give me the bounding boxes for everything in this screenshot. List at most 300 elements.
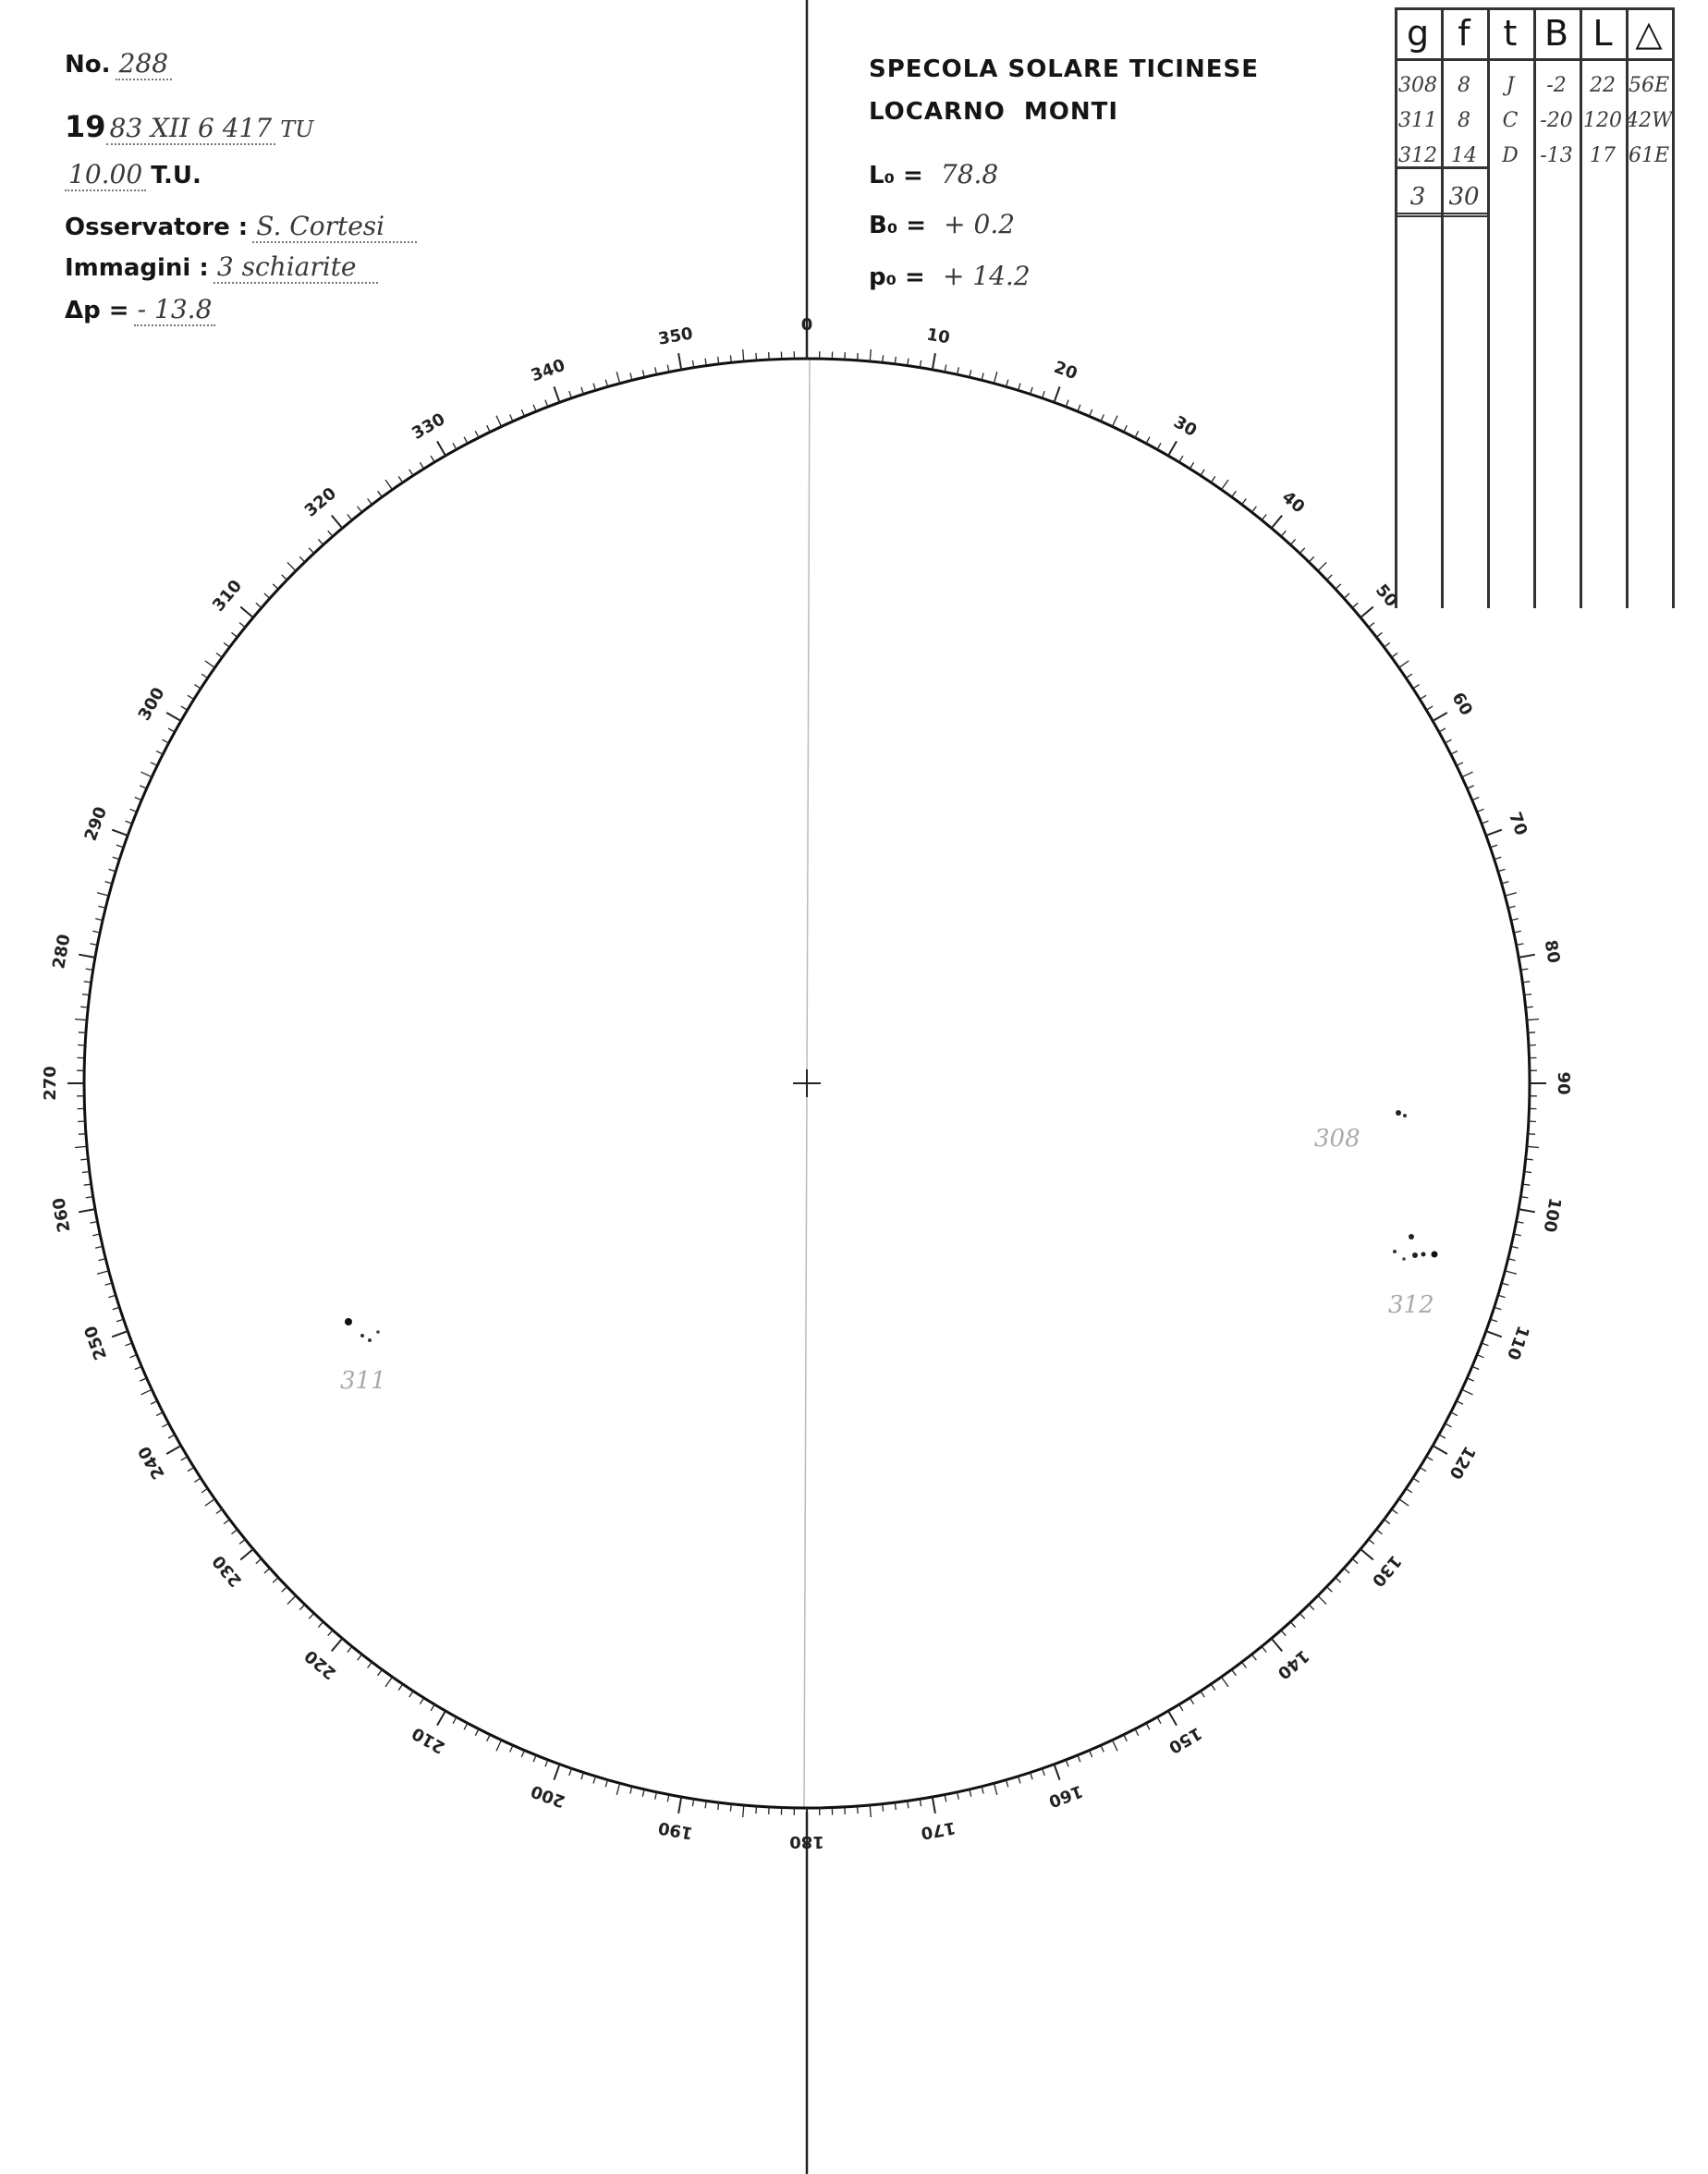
- degree-tick: [730, 1804, 731, 1812]
- degree-tick: [533, 1755, 536, 1762]
- degree-tick: [1327, 1587, 1333, 1593]
- degree-label: 70: [1505, 809, 1531, 838]
- degree-tick: [1385, 642, 1390, 647]
- degree-tick: [358, 507, 362, 512]
- degree-label: 200: [528, 1780, 568, 1812]
- degree-tick: [358, 1655, 362, 1660]
- degree-tick: [1262, 515, 1266, 520]
- degree-tick: [79, 1209, 95, 1212]
- degree-tick: [240, 607, 253, 618]
- degree-tick: [1477, 1355, 1483, 1358]
- degree-tick: [299, 1605, 305, 1610]
- degree-tick: [216, 653, 222, 658]
- year-prefix: 19: [65, 109, 106, 144]
- degree-tick: [126, 821, 132, 824]
- degree-tick: [1135, 1729, 1139, 1736]
- images-label: Immagini :: [65, 254, 209, 282]
- degree-tick: [1344, 593, 1349, 598]
- degree-tick: [1055, 386, 1060, 402]
- degree-tick: [205, 1499, 215, 1506]
- degree-tick: [1113, 1740, 1118, 1752]
- degree-tick: [181, 1457, 188, 1460]
- degree-tick: [130, 809, 137, 812]
- degree-tick: [616, 372, 619, 384]
- degree-tick: [994, 1783, 996, 1795]
- degree-label: 300: [134, 684, 169, 725]
- degree-tick: [1299, 548, 1305, 554]
- degree-tick: [224, 1520, 229, 1524]
- degree-label: 270: [41, 1066, 60, 1101]
- degree-label: 80: [1540, 938, 1564, 965]
- table-cell: 42W: [1626, 109, 1673, 132]
- degree-label: 160: [1045, 1780, 1086, 1812]
- degree-label: 60: [1447, 689, 1477, 719]
- degree-tick: [678, 353, 681, 370]
- observer-value: S. Cortesi: [252, 211, 417, 243]
- degree-tick: [1426, 706, 1433, 710]
- degree-tick: [1309, 556, 1314, 562]
- degree-label: 280: [49, 933, 75, 971]
- degree-tick: [201, 674, 208, 678]
- degree-tick: [328, 531, 333, 536]
- degree-tick: [130, 1355, 137, 1358]
- degree-tick: [521, 1751, 524, 1757]
- degree-tick: [1242, 1662, 1247, 1667]
- sunspot: [1402, 1257, 1406, 1261]
- degree-tick: [328, 1630, 333, 1636]
- B0-label: B₀ =: [869, 212, 927, 239]
- degree-label: 310: [208, 576, 247, 616]
- number-value: 288: [116, 48, 172, 80]
- degree-tick: [1262, 1646, 1266, 1652]
- degree-tick: [1486, 830, 1502, 836]
- table-cell: 8: [1458, 109, 1470, 132]
- table-cell: 22: [1590, 74, 1616, 97]
- degree-tick: [1462, 772, 1473, 777]
- observer-label: Osservatore :: [65, 214, 249, 241]
- degree-tick: [1462, 1389, 1473, 1395]
- degree-tick: [216, 1509, 222, 1514]
- degree-tick: [385, 1677, 393, 1687]
- degree-tick: [1482, 821, 1488, 824]
- degree-tick: [1446, 1423, 1452, 1427]
- degree-tick: [1486, 1331, 1502, 1337]
- table-header: f: [1458, 13, 1470, 54]
- degree-tick: [1124, 425, 1128, 432]
- degree-tick: [135, 1366, 141, 1369]
- degree-label: 130: [1367, 1551, 1406, 1591]
- degree-tick: [273, 584, 278, 589]
- degree-label: 220: [300, 1645, 341, 1683]
- degree-tick: [168, 728, 175, 732]
- sunspot-group-312: [1388, 1234, 1438, 1319]
- degree-tick: [224, 642, 229, 647]
- table-cell: D: [1502, 144, 1519, 167]
- degree-tick: [743, 349, 744, 361]
- degree-tick: [1157, 443, 1161, 449]
- degree-tick: [554, 386, 559, 402]
- degree-tick: [1090, 409, 1092, 416]
- degree-tick: [409, 1692, 413, 1698]
- degree-tick: [80, 1007, 88, 1008]
- degree-label: 110: [1502, 1323, 1533, 1362]
- degree-tick: [1413, 685, 1420, 689]
- degree-tick: [933, 353, 935, 370]
- degree-tick: [420, 1698, 423, 1704]
- degree-tick: [1392, 1509, 1397, 1514]
- degree-tick: [80, 1159, 88, 1160]
- degree-label: 350: [656, 324, 695, 349]
- degree-tick: [232, 1530, 238, 1534]
- degree-tick: [240, 1549, 253, 1560]
- degree-tick: [1290, 539, 1295, 544]
- table-header: g: [1406, 13, 1430, 54]
- degree-tick: [510, 415, 513, 421]
- degree-tick: [409, 470, 413, 476]
- sunspot: [1403, 1114, 1407, 1118]
- degree-tick: [166, 713, 181, 721]
- degree-tick: [135, 798, 141, 800]
- degree-tick: [1360, 1549, 1373, 1560]
- degree-label: 210: [409, 1723, 449, 1758]
- degree-tick: [858, 1806, 859, 1814]
- degree-tick: [188, 695, 194, 699]
- degree-label: 120: [1445, 1442, 1480, 1483]
- degree-tick: [368, 1662, 372, 1667]
- degree-tick: [1146, 1723, 1150, 1729]
- degree-tick: [1309, 1605, 1314, 1610]
- degree-tick: [79, 955, 95, 958]
- degree-tick: [933, 1797, 935, 1814]
- degree-tick: [112, 830, 128, 836]
- degree-tick: [201, 1488, 208, 1493]
- degree-label: 340: [528, 355, 568, 386]
- degree-tick: [453, 1717, 457, 1724]
- images-value: 3 schiarite: [214, 251, 378, 284]
- degree-tick: [140, 1378, 146, 1381]
- degree-label: 50: [1371, 580, 1402, 611]
- degree-tick: [616, 1783, 619, 1795]
- degree-tick: [1406, 674, 1412, 678]
- delta-p-value: - 13.8: [134, 294, 216, 326]
- degree-label: 240: [134, 1442, 169, 1483]
- degree-tick: [1124, 1735, 1128, 1741]
- degree-tick: [883, 1804, 884, 1812]
- degree-tick: [1446, 739, 1452, 743]
- degree-tick: [1168, 441, 1177, 456]
- table-header: B: [1543, 13, 1569, 54]
- group-label-308: 308: [1314, 1125, 1360, 1153]
- degree-tick: [1157, 1717, 1161, 1724]
- time-value: 10.00: [65, 159, 146, 191]
- degree-tick: [1113, 416, 1118, 427]
- degree-tick: [475, 1729, 479, 1736]
- degree-tick: [1360, 607, 1373, 618]
- degree-tick: [1055, 1765, 1060, 1780]
- degree-tick: [756, 1806, 757, 1814]
- degree-tick: [1299, 1613, 1305, 1618]
- table-cell: -2: [1546, 74, 1567, 97]
- time-label: T.U.: [151, 162, 201, 189]
- date-value: 83 XII 6 417: [106, 113, 276, 145]
- degree-tick: [1376, 632, 1382, 637]
- degree-tick: [156, 1412, 163, 1416]
- degree-tick: [1457, 763, 1463, 766]
- degree-tick: [151, 763, 157, 766]
- degree-tick: [348, 515, 352, 520]
- degree-label: 190: [656, 1817, 695, 1843]
- degree-tick: [1290, 1622, 1295, 1628]
- degree-tick: [1526, 1007, 1533, 1008]
- degree-tick: [126, 1343, 132, 1346]
- degree-tick: [1232, 491, 1237, 496]
- degree-tick: [1439, 728, 1446, 732]
- degree-label: 170: [919, 1817, 958, 1843]
- degree-tick: [1420, 695, 1426, 699]
- degree-tick: [1439, 1435, 1446, 1438]
- table-cell: 312: [1398, 144, 1437, 167]
- number-label: No.: [65, 51, 111, 79]
- degree-tick: [870, 1805, 871, 1817]
- sunspot: [1393, 1250, 1397, 1253]
- degree-tick: [309, 548, 314, 554]
- table-cell: 61E: [1628, 144, 1670, 167]
- degree-tick: [1399, 1499, 1409, 1506]
- degree-tick: [1272, 516, 1283, 529]
- degree-tick: [97, 893, 109, 896]
- degree-tick: [1222, 1677, 1229, 1687]
- sunspot: [1412, 1252, 1418, 1258]
- degree-tick: [1519, 955, 1535, 958]
- table-cell: 308: [1398, 74, 1437, 97]
- degree-tick: [1222, 480, 1229, 490]
- table-cell: 311: [1398, 109, 1437, 132]
- degree-tick: [496, 416, 502, 427]
- degree-tick: [1135, 431, 1139, 437]
- degree-tick: [1369, 1539, 1374, 1544]
- degree-tick: [299, 556, 305, 562]
- observatory-line1: SPECOLA SOLARE TICINESE: [869, 55, 1259, 83]
- degree-tick: [1376, 1530, 1382, 1534]
- degree-label: 320: [300, 483, 341, 521]
- degree-tick: [1472, 1366, 1479, 1369]
- degree-tick: [287, 1595, 296, 1604]
- degree-tick: [1392, 653, 1397, 658]
- group-label-311: 311: [340, 1367, 386, 1395]
- sunspot-group-311: [340, 1318, 386, 1395]
- degree-tick: [1101, 1745, 1104, 1752]
- degree-tick: [1467, 786, 1473, 788]
- table-cell: -20: [1540, 109, 1573, 132]
- degree-tick: [1451, 751, 1458, 754]
- degree-tick: [1318, 1595, 1326, 1604]
- degree-tick: [256, 603, 262, 607]
- degree-tick: [1179, 1704, 1183, 1711]
- degree-tick: [475, 431, 479, 437]
- degree-tick: [1406, 1488, 1412, 1493]
- degree-tick: [545, 400, 548, 408]
- sunspot: [376, 1330, 380, 1334]
- degree-tick: [256, 1558, 262, 1563]
- degree-tick: [1433, 713, 1447, 721]
- date-suffix: TU: [280, 116, 314, 142]
- table-cell: 120: [1583, 109, 1622, 132]
- degree-tick: [112, 1331, 128, 1337]
- table-total: 30: [1448, 183, 1480, 211]
- degree-label: 0: [800, 315, 813, 335]
- degree-tick: [1190, 1698, 1193, 1704]
- degree-tick: [273, 1578, 278, 1582]
- degree-tick: [1327, 575, 1333, 580]
- degree-tick: [1078, 405, 1080, 411]
- sunspot: [1432, 1252, 1438, 1258]
- degree-tick: [398, 1684, 403, 1691]
- degree-tick: [1369, 623, 1374, 628]
- degree-tick: [1201, 1692, 1204, 1698]
- degree-tick: [78, 1045, 85, 1046]
- degree-tick: [545, 1760, 548, 1767]
- degree-tick: [264, 1569, 270, 1573]
- p0-value: + 14.2: [942, 261, 1031, 291]
- degree-tick: [287, 562, 296, 570]
- degree-tick: [1526, 1159, 1533, 1160]
- degree-tick: [1413, 1478, 1420, 1482]
- degree-tick: [1385, 1520, 1390, 1524]
- degree-tick: [1505, 893, 1517, 896]
- degree-tick: [163, 739, 169, 743]
- degree-tick: [156, 751, 163, 754]
- degree-tick: [464, 1723, 468, 1729]
- degree-tick: [348, 1646, 352, 1652]
- degree-tick: [1472, 798, 1479, 800]
- degree-tick: [1232, 1669, 1237, 1675]
- degree-tick: [883, 355, 884, 362]
- degree-tick: [332, 1639, 343, 1652]
- p0-label: p₀ =: [869, 263, 925, 291]
- L0-label: L₀ =: [869, 162, 923, 189]
- degree-tick: [140, 786, 146, 788]
- degree-tick: [1336, 1578, 1341, 1582]
- B0-value: + 0.2: [944, 209, 1016, 239]
- degree-tick: [1242, 499, 1247, 505]
- degree-tick: [141, 1389, 152, 1395]
- degree-tick: [1529, 1045, 1536, 1046]
- degree-tick: [1281, 1630, 1286, 1636]
- degree-tick: [870, 349, 871, 361]
- degree-tick: [1505, 1271, 1517, 1274]
- degree-tick: [1467, 1378, 1473, 1381]
- degree-tick: [78, 1121, 85, 1122]
- degree-tick: [521, 409, 524, 416]
- degree-tick: [97, 1271, 109, 1274]
- degree-tick: [75, 1146, 87, 1147]
- degree-tick: [398, 476, 403, 482]
- degree-tick: [239, 1539, 245, 1544]
- table-cell: 17: [1590, 144, 1616, 167]
- degree-tick: [318, 1622, 323, 1628]
- degree-tick: [1527, 1146, 1539, 1147]
- sunspot: [1409, 1234, 1414, 1240]
- observatory-line2: LOCARNO MONTI: [869, 98, 1119, 126]
- degree-tick: [1272, 1639, 1283, 1652]
- degree-tick: [166, 1446, 181, 1454]
- table-cell: -13: [1540, 144, 1573, 167]
- degree-tick: [1201, 470, 1204, 476]
- degree-tick: [1352, 1558, 1358, 1563]
- degree-tick: [533, 405, 536, 411]
- degree-tick: [730, 355, 731, 362]
- degree-tick: [510, 1745, 513, 1752]
- table-total: 3: [1409, 183, 1426, 211]
- sunspot-group-308: [1314, 1110, 1407, 1153]
- degree-tick: [195, 1478, 201, 1482]
- degree-tick: [385, 480, 393, 490]
- degree-label: 180: [789, 1832, 824, 1851]
- sunspot: [1421, 1252, 1426, 1257]
- degree-tick: [378, 1669, 383, 1675]
- degree-label: 330: [409, 409, 449, 444]
- degree-tick: [332, 516, 343, 529]
- degree-tick: [1318, 562, 1326, 570]
- delta-p-label: Δp =: [65, 297, 129, 324]
- degree-tick: [318, 539, 323, 544]
- degree-tick: [79, 1134, 86, 1135]
- degree-tick: [554, 1765, 559, 1780]
- sunspot: [368, 1338, 372, 1342]
- degree-tick: [368, 499, 372, 505]
- degree-tick: [1066, 1760, 1068, 1767]
- table-cell: 8: [1458, 74, 1470, 97]
- degree-tick: [1344, 1569, 1349, 1573]
- degree-tick: [496, 1740, 502, 1752]
- degree-label: 250: [80, 1323, 112, 1362]
- degree-tick: [464, 437, 468, 444]
- degree-tick: [1190, 462, 1193, 469]
- degree-tick: [1433, 1446, 1447, 1454]
- sunspot: [360, 1334, 364, 1337]
- degree-label: 260: [49, 1196, 75, 1234]
- degree-tick: [181, 706, 188, 710]
- table-cell: C: [1502, 109, 1519, 132]
- degree-tick: [232, 632, 238, 637]
- degree-tick: [487, 425, 491, 432]
- degree-tick: [1457, 1401, 1463, 1405]
- sunspot: [345, 1318, 352, 1325]
- degree-tick: [1251, 507, 1256, 512]
- degree-tick: [195, 685, 201, 689]
- degree-tick: [1078, 1755, 1080, 1762]
- degree-label: 10: [924, 324, 952, 348]
- degree-tick: [678, 1797, 681, 1814]
- table-header: L: [1592, 13, 1613, 54]
- degree-tick: [1090, 1751, 1092, 1757]
- degree-tick: [205, 661, 215, 667]
- degree-tick: [378, 491, 383, 496]
- degree-tick: [141, 772, 152, 777]
- table-cell: J: [1506, 74, 1515, 97]
- degree-tick: [437, 1711, 445, 1726]
- degree-label: 90: [1554, 1071, 1573, 1095]
- degree-label: 30: [1170, 412, 1201, 441]
- degree-label: 150: [1165, 1723, 1205, 1758]
- degree-tick: [1528, 1032, 1535, 1033]
- degree-tick: [188, 1468, 194, 1472]
- degree-tick: [431, 1704, 434, 1711]
- degree-tick: [1211, 1684, 1215, 1691]
- degree-tick: [1451, 1412, 1458, 1416]
- degree-label: 290: [80, 804, 112, 844]
- degree-tick: [1352, 603, 1358, 607]
